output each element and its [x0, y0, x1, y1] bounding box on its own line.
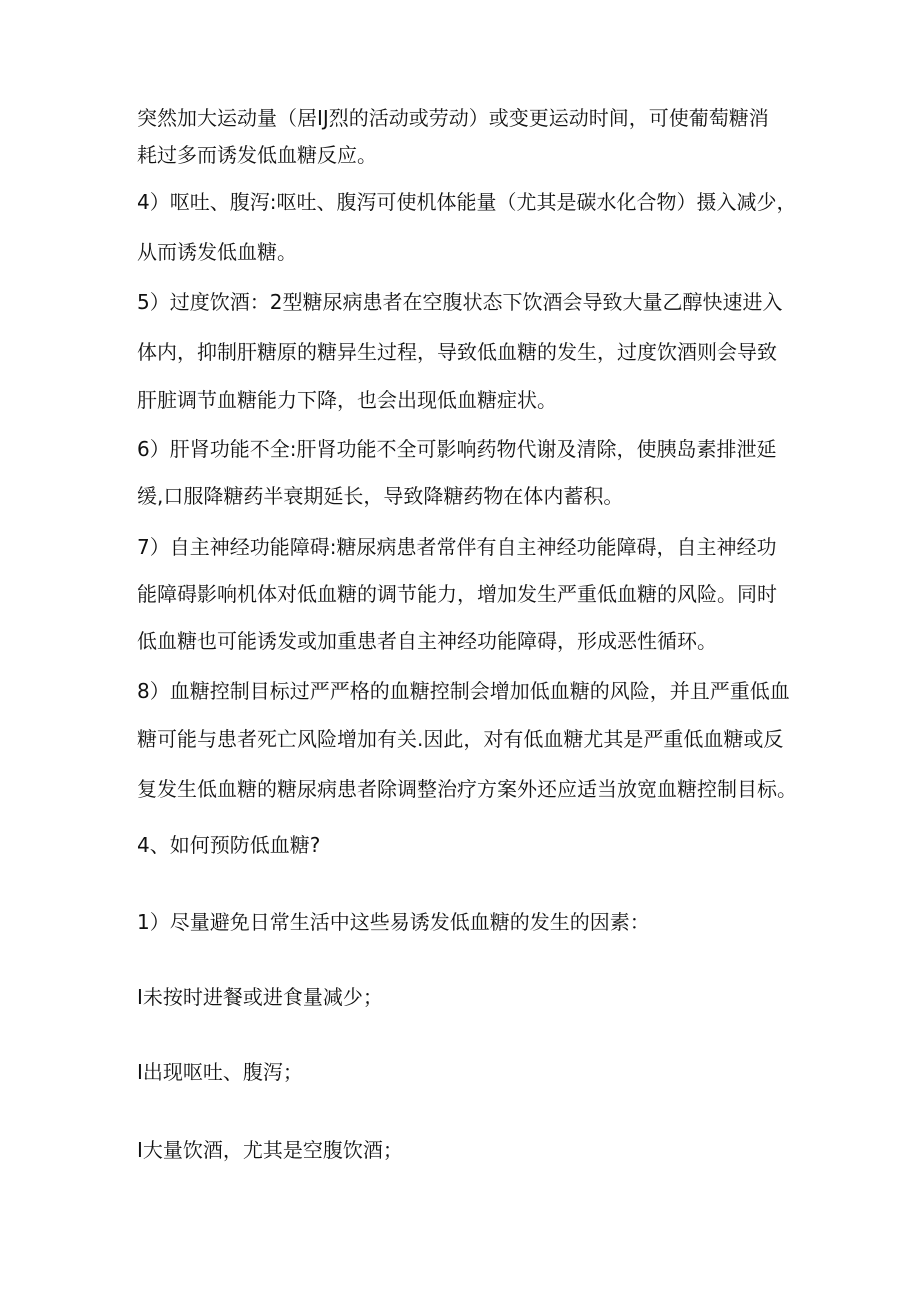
- text-line: 7）自主神经功能障碍:糖尿病患者常伴有自主神经功能障碍，自主神经功: [137, 535, 777, 559]
- text-line: 能障碍影响机体对低血糖的调节能力，增加发生严重低血糖的风险。同时: [137, 582, 777, 606]
- list-item: I未按时进餐或进食量减少；: [137, 985, 383, 1009]
- text-line: 糖可能与患者死亡风险增加有关.因此，对有低血糖尤其是严重低血糖或反: [137, 727, 784, 751]
- text-line: 8）血糖控制目标过严严格的血糖控制会增加低血糖的风险，并且严重低血: [137, 679, 790, 703]
- text-line: 6）肝肾功能不全:肝肾功能不全可影响药物代谢及清除，使胰岛素排泄延: [137, 437, 777, 461]
- text-line: 5）过度饮酒：2型糖尿病患者在空腹状态下饮酒会导致大量乙醇快速进入: [137, 290, 783, 314]
- text-line: 缓,口服降糖药半衰期延长，导致降糖药物在体内蓄积。: [137, 484, 624, 508]
- text-line: 1）尽量避免日常生活中这些易诱发低血糖的发生的因素：: [137, 910, 650, 934]
- list-item: I出现呕吐、腹泻；: [137, 1060, 303, 1084]
- text-line: 从而诱发低血糖。: [137, 240, 297, 264]
- text-line: 体内，抑制肝糖原的糖异生过程，导致低血糖的发生，过度饮酒则会导致: [137, 340, 777, 364]
- text-line: 耗过多而诱发低血糖反应。: [137, 143, 377, 167]
- section-heading: 4、如何预防低血糖?: [137, 833, 321, 857]
- text-line: 4）呕吐、腹泻:呕吐、腹泻可使机体能量（尤其是碳水化合物）摄入减少，: [137, 190, 797, 214]
- text-line: 突然加大运动量（居IJ烈的活动或劳动）或变更运动时间，可使葡萄糖消: [137, 106, 769, 130]
- text-line: 复发生低血糖的糖尿病患者除调整治疗方案外还应适当放宽血糖控制目标。: [137, 777, 797, 801]
- list-item: I大量饮酒，尤其是空腹饮酒；: [137, 1138, 403, 1162]
- text-line: 低血糖也可能诱发或加重患者自主神经功能障碍，形成恶性循环。: [137, 629, 717, 653]
- text-line: 肝脏调节血糖能力下降，也会出现低血糖症状。: [137, 388, 557, 412]
